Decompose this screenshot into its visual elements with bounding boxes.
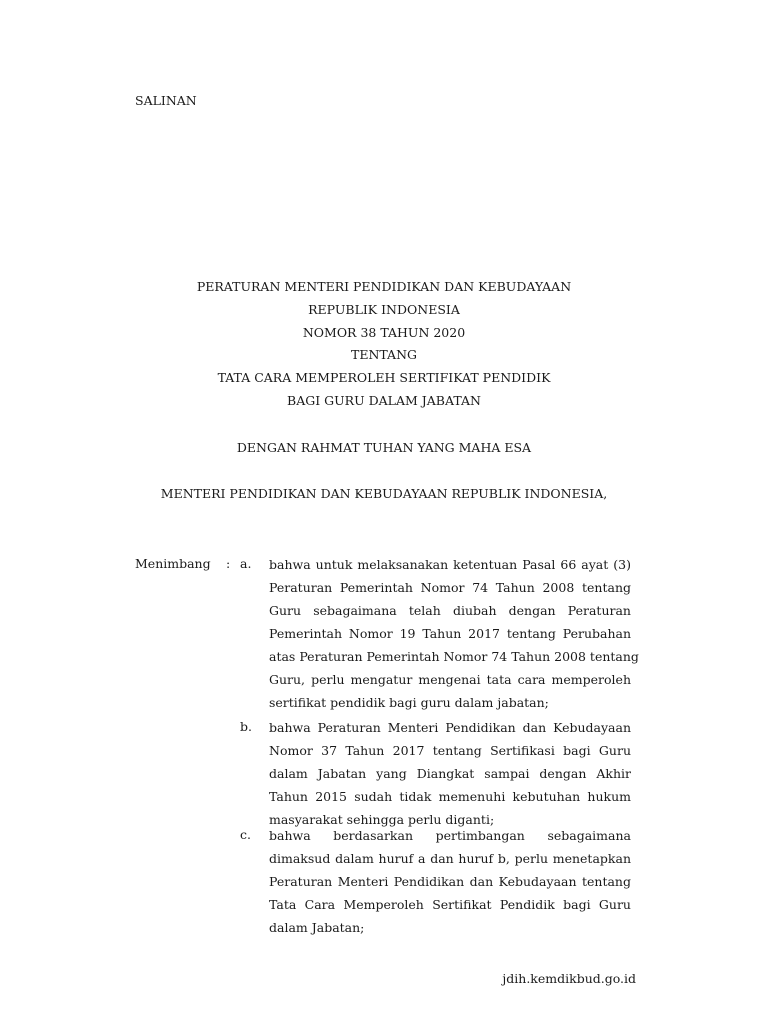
title-line: NOMOR 38 TAHUN 2020 (302, 324, 466, 340)
text-line: bahwa Peraturan Menteri Pendidikan dan Kebudayaan (269, 720, 631, 735)
menimbang-colon: : (226, 556, 231, 571)
text-line: atas Peraturan Pemerintah Nomor 74 Tahun 2008 tentang (269, 649, 639, 664)
text-line: Peraturan Menteri Pendidikan dan Kebudayaan tentang (269, 874, 631, 889)
title-line: BAGI GURU DALAM JABATAN (287, 392, 481, 408)
text-line: Pemerintah Nomor 19 Tahun 2017 tentang Perubahan (269, 626, 631, 641)
item-text-c (269, 824, 631, 939)
item-letter-c: c. (240, 827, 251, 842)
item-text-b (269, 716, 631, 831)
rahmat-line: DENGAN RAHMAT TUHAN YANG MAHA ESA (236, 440, 532, 455)
menimbang-label: Menimbang (135, 556, 211, 571)
menteri-line: MENTERI PENDIDIKAN DAN KEBUDAYAAN REPUBLIK INDONESIA, (160, 486, 608, 501)
text-line: dimaksud dalam huruf a dan huruf b, perlu menetapkan (269, 851, 631, 866)
text-line: Guru, perlu mengatur mengenai tata cara memperoleh (269, 672, 631, 687)
text-line: Tata Cara Memperoleh Sertifikat Pendidik bagi Guru (269, 897, 631, 912)
text-line: dalam Jabatan yang Diangkat sampai dengan Akhir (269, 766, 631, 781)
text-line: Guru sebagaimana telah diubah dengan Peraturan (269, 603, 631, 618)
salinan-label: SALINAN (135, 93, 197, 108)
item-letter-a: a. (240, 556, 252, 571)
footer-site: jdih.kemdikbud.go.id (502, 971, 636, 986)
title-line: REPUBLIK INDONESIA (308, 301, 460, 317)
text-line: Nomor 37 Tahun 2017 tentang Sertifikasi bagi Guru (269, 743, 631, 758)
title-line: TATA CARA MEMPEROLEH SERTIFIKAT PENDIDIK (217, 370, 551, 386)
text-line: Tahun 2015 sudah tidak memenuhi kebutuhan hukum (269, 789, 631, 804)
title-line: TENTANG (350, 347, 417, 363)
title-line: PERATURAN MENTERI PENDIDIKAN DAN KEBUDAYAAN (196, 279, 572, 294)
text-line: sertifikat pendidik bagi guru dalam jabatan; (269, 695, 549, 710)
text-line: bahwa untuk melaksanakan ketentuan Pasal 66 ayat (3) (269, 557, 631, 572)
regulation-title (0, 276, 768, 413)
text-line: dalam Jabatan; (269, 920, 365, 935)
item-text-a (269, 553, 639, 714)
text-line: bahwa berdasarkan pertimbangan sebagaimana (269, 828, 631, 843)
text-line: masyarakat sehingga perlu diganti; (269, 812, 495, 827)
text-line: Peraturan Pemerintah Nomor 74 Tahun 2008 tentang (269, 580, 631, 595)
item-letter-b: b. (240, 719, 252, 734)
